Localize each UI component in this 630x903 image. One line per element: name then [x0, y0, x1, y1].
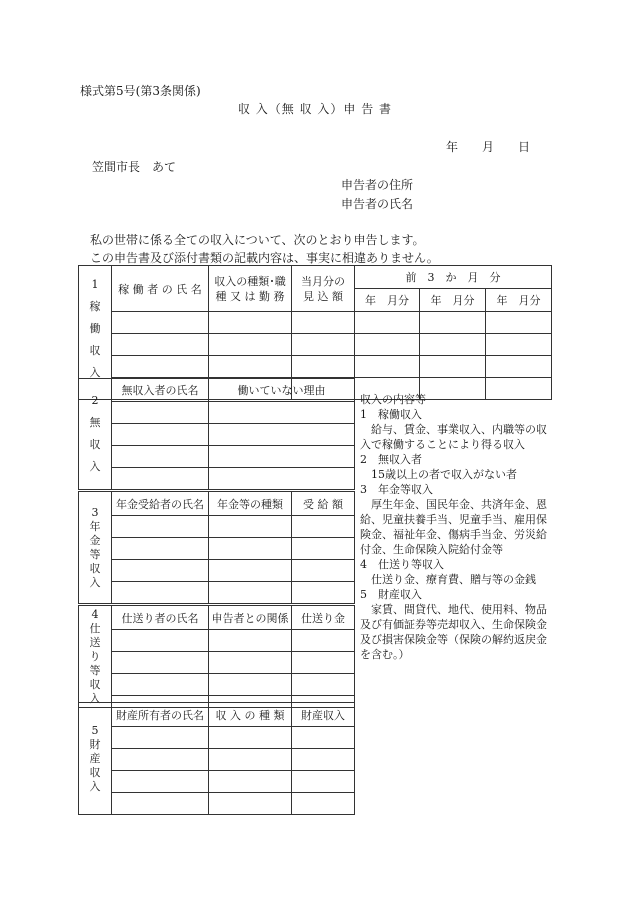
none-cell[interactable]: [209, 468, 355, 490]
section-5-label: 財産収入: [89, 737, 101, 793]
property-cell[interactable]: [292, 749, 355, 771]
remittance-cell[interactable]: [209, 674, 292, 696]
addressee: 笠間市長 あて: [92, 160, 177, 174]
earned-cell[interactable]: [112, 356, 209, 378]
remittance-table: [78, 605, 355, 708]
note-description: 仕送り金、療育費、贈与等の金銭: [371, 573, 536, 586]
note-description: 厚生年金、国民年金、共済年金、恩給、児童扶養手当、児童手当、雇用保険金、福祉年金、傷病手当金、労災給付金、生命保険入院給付金等: [360, 498, 547, 556]
earned-cell[interactable]: [112, 312, 209, 334]
note-heading: 2 無収入者: [360, 453, 422, 466]
pension-cell[interactable]: [209, 538, 292, 560]
property-cell[interactable]: [292, 727, 355, 749]
statement-line-2: この申告書及び添付書類の記載内容は、事実に相違ありません。: [90, 251, 439, 265]
pension-cell[interactable]: [292, 560, 355, 582]
earned-col-type-line2: 種 又 は 勤 務: [215, 289, 285, 303]
section-4-label-cell: [79, 606, 112, 708]
form-title: 収 入（無 収 入）申 告 書: [237, 102, 393, 116]
none-cell[interactable]: [112, 402, 209, 424]
remittance-cell[interactable]: [292, 652, 355, 674]
applicant-address-label: 申告者の住所: [341, 178, 414, 192]
remittance-col-amount: 仕送り金: [292, 606, 355, 630]
form-number: 様式第5号(第3条関係): [80, 84, 201, 98]
property-cell[interactable]: [112, 793, 209, 815]
none-cell[interactable]: [112, 446, 209, 468]
section-3-label: 年金等収入: [89, 519, 101, 589]
property-col-amount: 財産収入: [292, 703, 355, 727]
remittance-cell[interactable]: [292, 674, 355, 696]
note-description: 給与、賃金、事業収入、内職等の収入で稼働することにより得る収入: [360, 423, 547, 451]
earned-cell[interactable]: [420, 312, 486, 334]
earned-cell[interactable]: [112, 334, 209, 356]
pension-col-amount: 受 給 額: [292, 492, 355, 516]
earned-col-type: [209, 266, 292, 312]
notes-title: 収入の内容等: [360, 393, 426, 406]
property-cell[interactable]: [209, 793, 292, 815]
pension-table: [78, 491, 355, 604]
property-cell[interactable]: [209, 771, 292, 793]
remittance-cell[interactable]: [292, 630, 355, 652]
remittance-col-relation: 申告者との関係: [209, 606, 292, 630]
pension-col-type: 年金等の種類: [209, 492, 292, 516]
date-year[interactable]: 年: [446, 140, 459, 154]
section-1-number: 1: [91, 278, 99, 291]
section-5-label-cell: [79, 703, 112, 815]
remittance-cell[interactable]: [112, 630, 209, 652]
property-cell[interactable]: [112, 727, 209, 749]
pension-cell[interactable]: [112, 538, 209, 560]
note-heading: 3 年金等収入: [360, 483, 433, 496]
section-4-label: 仕送り等収入: [89, 621, 101, 705]
date-day[interactable]: 日: [518, 140, 531, 154]
earned-cell[interactable]: [355, 356, 420, 378]
earned-cell[interactable]: [486, 334, 552, 356]
property-cell[interactable]: [112, 771, 209, 793]
earned-cell[interactable]: [209, 334, 292, 356]
section-5-number: 5: [91, 723, 99, 737]
earned-month-1-header: 年 月分: [355, 289, 420, 312]
remittance-cell[interactable]: [112, 652, 209, 674]
earned-cell[interactable]: [209, 312, 292, 334]
pension-cell[interactable]: [209, 560, 292, 582]
none-cell[interactable]: [112, 424, 209, 446]
property-col-type: 収 入 の 種 類: [209, 703, 292, 727]
earned-col-monthly-line2: 見 込 額: [303, 289, 343, 303]
earned-cell[interactable]: [355, 312, 420, 334]
statement-line-1: 私の世帯に係る全ての収入について、次のとおり申告します。: [90, 233, 425, 247]
earned-cell[interactable]: [292, 334, 355, 356]
earned-cell[interactable]: [420, 356, 486, 378]
none-col-name: 無収入者の氏名: [112, 379, 209, 402]
note-heading: 1 稼働収入: [360, 408, 422, 421]
section-2-number: 2: [91, 394, 99, 407]
earned-cell[interactable]: [209, 356, 292, 378]
note-description: 家賃、間貸代、地代、使用料、物品及び有価証券等売却収入、生命保険金及び損害保険金等（保険の解約返戻金を含む。）: [360, 603, 547, 661]
remittance-col-name: 仕送り者の氏名: [112, 606, 209, 630]
pension-cell[interactable]: [292, 582, 355, 604]
none-cell[interactable]: [209, 446, 355, 468]
earned-col-prev-3-months: 前 3 か 月 分: [355, 266, 552, 289]
property-cell[interactable]: [209, 749, 292, 771]
earned-col-name: 稼 働 者 の 氏 名: [112, 266, 209, 312]
section-3-label-cell: [79, 492, 112, 604]
section-2-label-cell: [79, 379, 112, 490]
none-cell[interactable]: [209, 402, 355, 424]
income-notes: [360, 392, 550, 662]
none-cell[interactable]: [209, 424, 355, 446]
earned-month-2-header: 年 月分: [420, 289, 486, 312]
note-heading: 4 仕送り等収入: [360, 558, 444, 571]
date-month[interactable]: 月: [482, 140, 495, 154]
section-4-number: 4: [91, 607, 99, 621]
no-income-table: [78, 378, 355, 490]
pension-col-name: 年金受給者の氏名: [112, 492, 209, 516]
section-1-label: 稼働収入: [89, 300, 101, 379]
earned-cell[interactable]: [420, 334, 486, 356]
property-col-name: 財産所有者の氏名: [112, 703, 209, 727]
pension-cell[interactable]: [112, 560, 209, 582]
earned-col-type-line1: 収入の種類･職: [214, 274, 286, 288]
property-cell[interactable]: [292, 771, 355, 793]
note-description: 15歳以上の者で収入がない者: [371, 468, 517, 481]
pension-cell[interactable]: [112, 516, 209, 538]
section-3-number: 3: [91, 505, 99, 519]
remittance-cell[interactable]: [209, 630, 292, 652]
applicant-name-label: 申告者の氏名: [341, 197, 414, 211]
none-cell[interactable]: [112, 468, 209, 490]
earned-month-3-header: 年 月分: [486, 289, 552, 312]
property-table: [78, 702, 355, 815]
pension-cell[interactable]: [292, 538, 355, 560]
section-2-label: 無収入: [89, 416, 101, 473]
none-col-reason: 働いていない理由: [209, 379, 355, 402]
earned-cell[interactable]: [292, 312, 355, 334]
remittance-cell[interactable]: [209, 652, 292, 674]
earned-cell[interactable]: [486, 312, 552, 334]
pension-cell[interactable]: [209, 516, 292, 538]
earned-cell[interactable]: [486, 356, 552, 378]
earned-cell[interactable]: [292, 356, 355, 378]
earned-col-monthly: [292, 266, 355, 312]
pension-cell[interactable]: [292, 516, 355, 538]
property-cell[interactable]: [112, 749, 209, 771]
earned-col-monthly-line1: 当月分の: [301, 274, 345, 288]
property-cell[interactable]: [209, 727, 292, 749]
pension-cell[interactable]: [112, 582, 209, 604]
note-heading: 5 財産収入: [360, 588, 422, 601]
pension-cell[interactable]: [209, 582, 292, 604]
remittance-cell[interactable]: [112, 674, 209, 696]
earned-cell[interactable]: [355, 334, 420, 356]
property-cell[interactable]: [292, 793, 355, 815]
